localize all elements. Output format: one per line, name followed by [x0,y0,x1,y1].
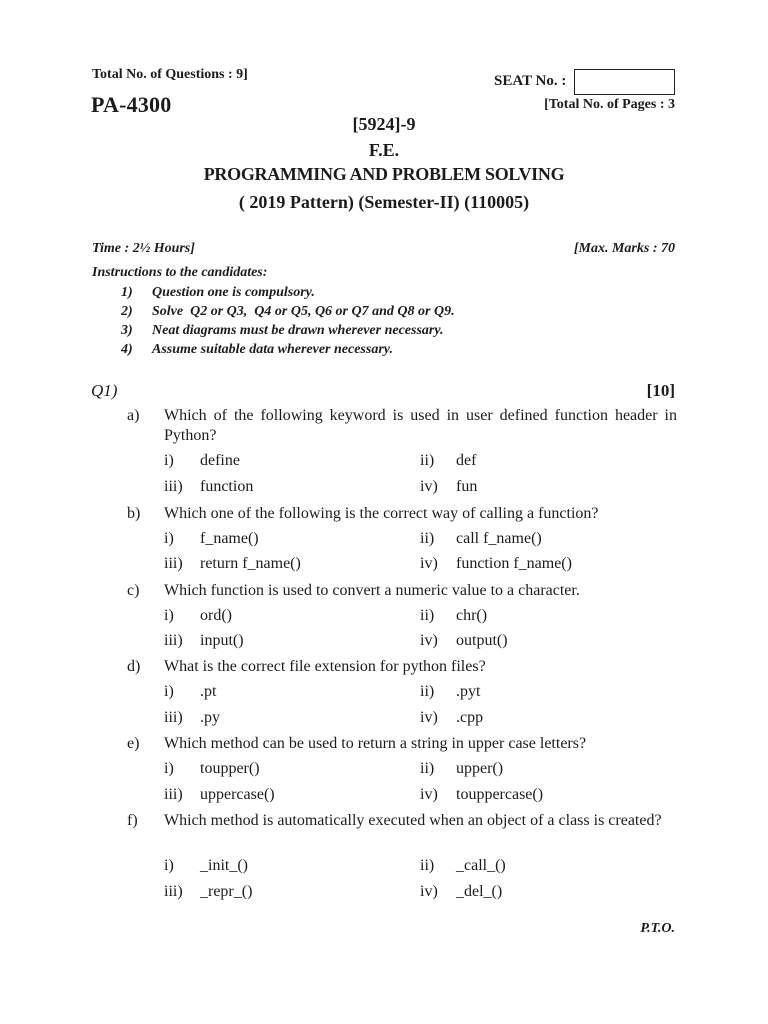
part-letter: e) [127,735,140,752]
option-number: i) [164,857,174,874]
option-text: toupper() [200,760,260,777]
question-part [127,657,677,677]
option-text: def [456,452,477,469]
option-text: return f_name() [200,555,301,572]
exam-code: [5924]-9 [352,114,416,134]
option-text: .py [200,709,220,726]
option-text: function [200,478,254,495]
option [420,786,543,804]
option-number: i) [164,607,174,624]
option-text: ord() [200,607,232,624]
instructions-heading: Instructions to the candidates: [92,265,268,280]
option-text: define [200,452,240,469]
instruction-item [121,285,315,301]
please-turn-over: P.T.O. [640,921,675,936]
option-number: iv) [420,883,438,900]
instruction-text: Solve Q2 or Q3, Q4 or Q5, Q6 or Q7 and Q8 or Q9. [152,304,455,319]
option [420,857,506,875]
option-text: _call_() [456,857,506,874]
option [164,786,275,804]
option-number: iii) [164,709,183,726]
option-text: _init_() [200,857,248,874]
option [420,760,503,778]
option-number: iii) [164,478,183,495]
option-text: chr() [456,607,488,624]
instruction-number: 3) [121,323,133,338]
option-number: iii) [164,632,183,649]
question-part [127,504,677,524]
part-letter: c) [127,582,140,599]
total-pages: [Total No. of Pages : 3 [544,97,675,112]
question-part [127,734,677,754]
option [420,452,476,470]
course-name: F.E. [368,140,400,160]
option-text: _repr_() [200,883,253,900]
instruction-text: Assume suitable data wherever necessary. [152,342,393,357]
seat-number-label: SEAT No. : [494,73,567,89]
option-number: iv) [420,786,438,803]
part-text: Which of the following keyword is used in user defined function header in Python? [164,407,677,444]
instruction-item [121,342,393,358]
part-letter: f) [127,812,138,829]
option-number: iv) [420,478,438,495]
option-text: .cpp [456,709,484,726]
option-number: ii) [420,760,435,777]
option [420,607,487,625]
exam-time: Time : 2½ Hours] [92,241,195,256]
pattern-semester: ( 2019 Pattern) (Semester-II) (110005) [238,192,530,212]
option [164,452,240,470]
option-number: iv) [420,632,438,649]
option [420,709,483,727]
question-marks: [10] [646,381,675,400]
option-number: i) [164,760,174,777]
question-label: Q1) [91,381,118,400]
option-number: iii) [164,555,183,572]
instruction-number: 4) [121,342,133,357]
option [420,883,502,901]
option-number: ii) [420,857,435,874]
option-text: upper() [456,760,504,777]
option-number: i) [164,452,174,469]
instruction-number: 2) [121,304,133,319]
part-text: Which method can be used to return a string in upper case letters? [164,735,587,752]
option-number: iv) [420,555,438,572]
instruction-text: Question one is compulsory. [152,285,315,300]
option-text: .pyt [456,683,481,700]
subject-title: PROGRAMMING AND PROBLEM SOLVING [203,164,565,184]
instruction-number: 1) [121,285,133,300]
option [164,857,248,875]
option-text: fun [456,478,478,495]
option [164,530,259,548]
option-text: .pt [200,683,217,700]
option-text: _del_() [456,883,503,900]
option [164,760,260,778]
instruction-item [121,323,444,339]
option-number: i) [164,683,174,700]
option-text: touppercase() [456,786,544,803]
option [164,709,220,727]
option [420,632,508,650]
option [164,632,244,650]
max-marks: [Max. Marks : 70 [573,241,675,256]
question-part [127,581,677,601]
option-text: input() [200,632,244,649]
option-text: f_name() [200,530,259,547]
option [164,883,252,901]
option [164,555,301,573]
option [420,555,572,573]
option [164,478,253,496]
paper-code: PA-4300 [91,92,172,117]
question-part [127,811,677,831]
part-text: Which function is used to convert a numeric value to a character. [164,582,580,599]
part-letter: b) [127,505,141,522]
part-text: Which method is automatically executed when an object of a class is created? [164,812,662,829]
option-number: i) [164,530,174,547]
option-number: ii) [420,607,435,624]
option-number: ii) [420,452,435,469]
option [164,683,216,701]
option-number: iii) [164,786,183,803]
option [420,683,480,701]
part-letter: d) [127,658,141,675]
option [420,530,542,548]
option-text: uppercase() [200,786,275,803]
option-number: ii) [420,683,435,700]
option [420,478,477,496]
instruction-item [121,304,455,320]
option-number: iv) [420,709,438,726]
instruction-text: Neat diagrams must be drawn wherever necessary. [152,323,444,338]
option [164,607,232,625]
part-letter: a) [127,407,140,424]
option-text: call f_name() [456,530,542,547]
part-text: What is the correct file extension for python files? [164,658,486,675]
option-number: ii) [420,530,435,547]
question-part [127,406,677,446]
option-number: iii) [164,883,183,900]
seat-number-box[interactable] [574,69,675,95]
total-questions: Total No. of Questions : 9] [92,67,248,82]
option-text: output() [456,632,508,649]
part-text: Which one of the following is the correct way of calling a function? [164,505,599,522]
option-text: function f_name() [456,555,572,572]
